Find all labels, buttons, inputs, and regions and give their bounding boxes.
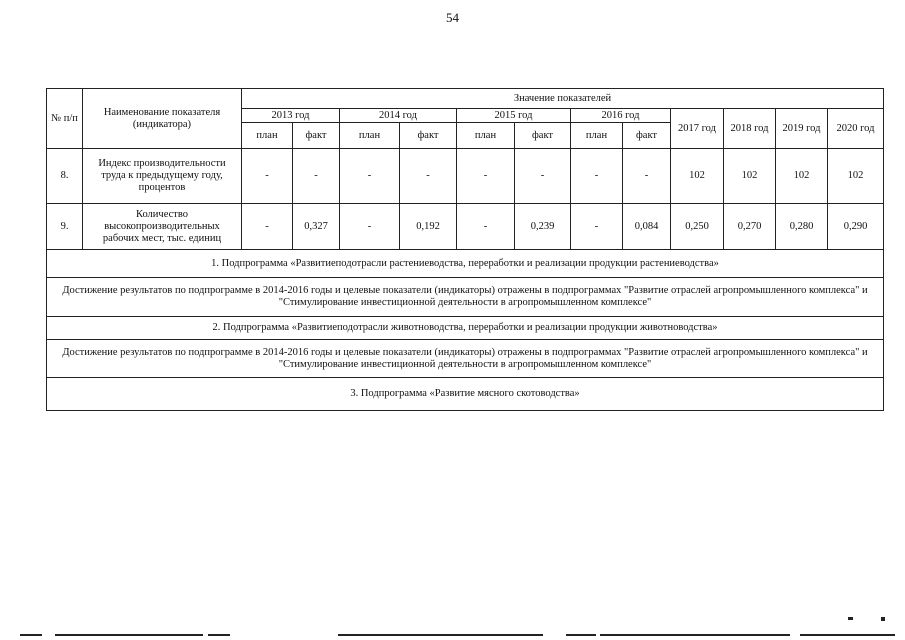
- header-plan-2013: план: [242, 123, 293, 149]
- scan-artifact-mark: [848, 617, 853, 620]
- scan-artifact-line: [55, 634, 203, 636]
- header-number: № п/п: [47, 89, 83, 149]
- header-values-group: Значение показателей: [242, 89, 884, 109]
- section-row: [47, 278, 884, 317]
- section-row: [47, 340, 884, 378]
- value-cell: 0,084: [623, 204, 671, 250]
- subprogram-3-title: 3. Подпрограмма «Развитие мясного скотоводства»: [47, 378, 884, 411]
- header-row-1: [47, 89, 884, 109]
- header-indicator-name: Наименование показателя (индикатора): [83, 89, 242, 149]
- value-cell: 0,192: [400, 204, 457, 250]
- value-cell: 0,250: [671, 204, 724, 250]
- header-year-2015: 2015 год: [457, 109, 571, 123]
- value-cell: 0,239: [515, 204, 571, 250]
- indicator-name: Индекс производительности труда к предыдущему году, процентов: [83, 149, 242, 204]
- subprogram-2-title: 2. Подпрограмма «Развитиеподотрасли животноводства, переработки и реализации продукции животноводства»: [47, 317, 884, 340]
- row-number: 8.: [47, 149, 83, 204]
- section-row: [47, 317, 884, 340]
- scan-artifact-line: [600, 634, 790, 636]
- value-cell: 102: [776, 149, 828, 204]
- scan-artifact-line: [208, 634, 230, 636]
- header-year-2019: 2019 год: [776, 109, 828, 149]
- header-year-2016: 2016 год: [571, 109, 671, 123]
- scan-artifact-mark: [881, 617, 885, 621]
- indicators-table: [46, 88, 884, 411]
- table-row: [47, 204, 884, 250]
- value-cell: -: [340, 149, 400, 204]
- value-cell: 102: [828, 149, 884, 204]
- section-row: [47, 250, 884, 278]
- value-cell: 102: [724, 149, 776, 204]
- header-year-2017: 2017 год: [671, 109, 724, 149]
- value-cell: -: [457, 149, 515, 204]
- header-year-2020: 2020 год: [828, 109, 884, 149]
- header-year-2014: 2014 год: [340, 109, 457, 123]
- value-cell: 102: [671, 149, 724, 204]
- header-plan-2015: план: [457, 123, 515, 149]
- header-fact-2014: факт: [400, 123, 457, 149]
- value-cell: 0,270: [724, 204, 776, 250]
- scan-artifact-line: [566, 634, 596, 636]
- value-cell: -: [242, 204, 293, 250]
- header-year-2018: 2018 год: [724, 109, 776, 149]
- value-cell: -: [340, 204, 400, 250]
- header-year-2013: 2013 год: [242, 109, 340, 123]
- value-cell: -: [293, 149, 340, 204]
- value-cell: -: [571, 149, 623, 204]
- value-cell: -: [623, 149, 671, 204]
- page-number: 54: [446, 10, 459, 25]
- scan-artifact-line: [20, 634, 42, 636]
- section-row: [47, 378, 884, 411]
- row-number: 9.: [47, 204, 83, 250]
- subprogram-1-title: 1. Подпрограмма «Развитиеподотрасли растениеводства, переработки и реализации продукции растениеводства»: [47, 250, 884, 278]
- header-fact-2016: факт: [623, 123, 671, 149]
- indicator-name: Количество высокопроизводительных рабочих мест, тыс. единиц: [83, 204, 242, 250]
- value-cell: 0,290: [828, 204, 884, 250]
- scan-artifact-line: [338, 634, 543, 636]
- value-cell: -: [242, 149, 293, 204]
- header-fact-2015: факт: [515, 123, 571, 149]
- subprogram-1-note: Достижение результатов по подпрограмме в 2014-2016 годы и целевые показатели (индикаторы) отражены в подпрограммах "Развитие отраслей агропромышленного комплекса" и "Стимулирование инвестиционной деятельности в агропромышленном комплексе": [47, 278, 884, 317]
- header-fact-2013: факт: [293, 123, 340, 149]
- value-cell: 0,327: [293, 204, 340, 250]
- scan-artifact-line: [800, 634, 895, 636]
- value-cell: -: [515, 149, 571, 204]
- value-cell: 0,280: [776, 204, 828, 250]
- value-cell: -: [457, 204, 515, 250]
- subprogram-2-note: Достижение результатов по подпрограмме в 2014-2016 годы и целевые показатели (индикаторы) отражены в подпрограммах "Развитие отраслей агропромышленного комплекса" и "Стимулирование инвестиционной деятельности в агропромышленном комплексе": [47, 340, 884, 378]
- value-cell: -: [400, 149, 457, 204]
- table-row: [47, 149, 884, 204]
- header-plan-2016: план: [571, 123, 623, 149]
- value-cell: -: [571, 204, 623, 250]
- header-plan-2014: план: [340, 123, 400, 149]
